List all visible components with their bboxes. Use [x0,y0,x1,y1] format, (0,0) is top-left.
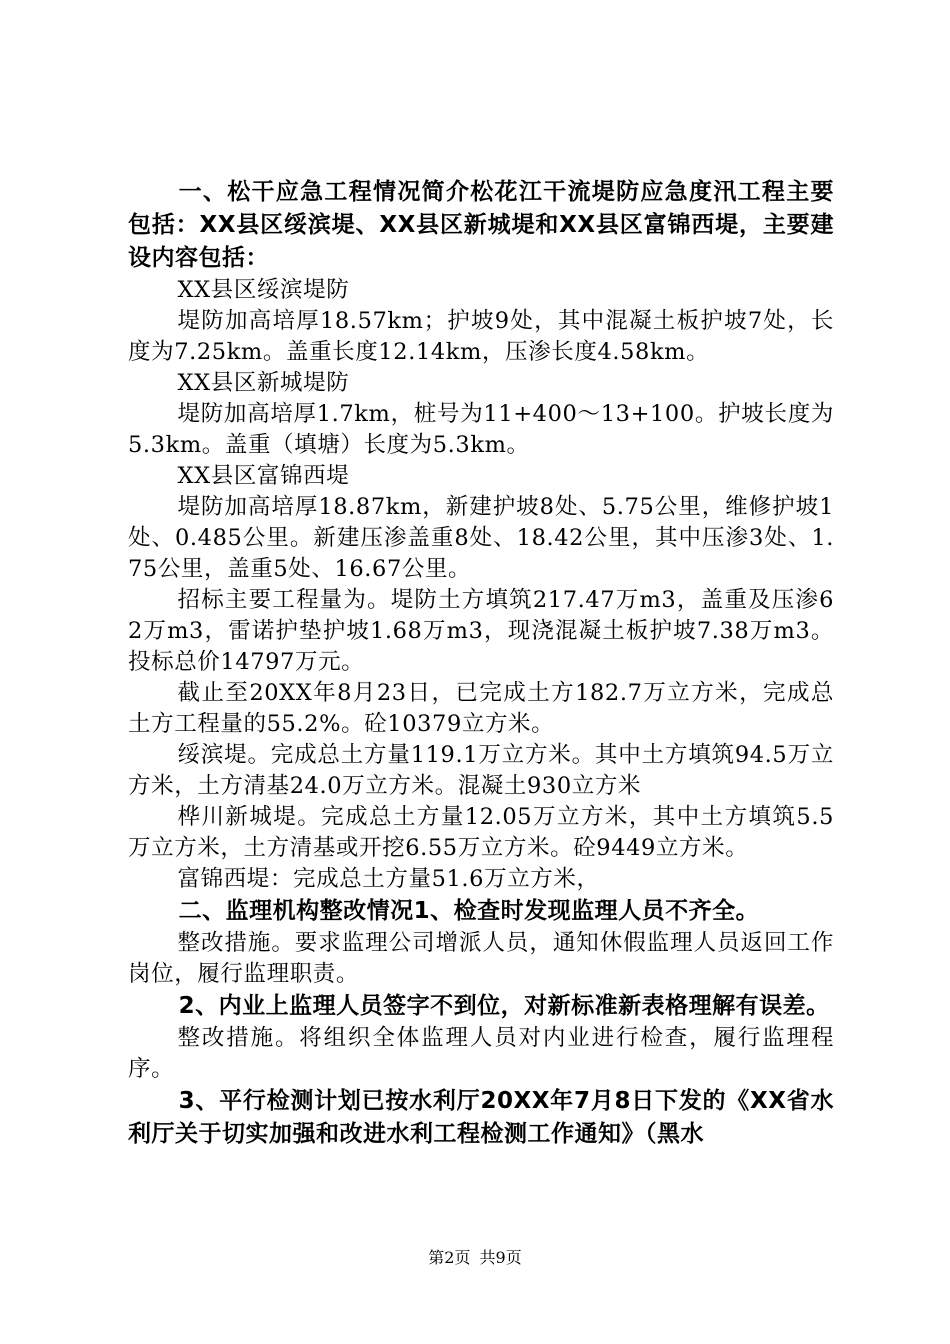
paragraph-huachuan-progress: 桦川新城堤。完成总土方量12.05万立方米，其中土方填筑5.5万立方米，土方清基或开挖6.55万立方米。砼9449立方米。 [128,804,834,861]
paragraph-bidding-quantities: 招标主要工程量为。堤防土方填筑217.47万m3，盖重及压渗62万m3，雷诺护垫护坡1.68万m3，现浇混凝土板护坡7.38万m3。投标总价14797万元。 [128,587,834,675]
page-total: 共9页 [479,1248,522,1267]
paragraph-measure-2: 整改措施。将组织全体监理人员对内业进行检查，履行监理程序。 [128,1025,834,1082]
issue-heading-2: 2、内业上监理人员签字不到位，对新标准新表格理解有误差。 [178,993,830,1019]
page-footer [0,1245,950,1268]
paragraph-fujin-progress: 富锦西堤：完成总土方量51.6万立方米， [177,866,600,892]
section-heading-1: 一、松干应急工程情况简介松花江干流堤防应急度汛工程主要包括：XX县区绥滨堤、XX县区新城堤和XX县区富锦西堤，主要建设内容包括： [128,179,834,271]
paragraph-suibin-progress: 绥滨堤。完成总土方量119.1万立方米。其中土方填筑94.5万立方米，土方清基24.0万立方米。混凝土930立方米 [128,742,834,799]
subheading-fujin: XX县区富锦西堤 [177,463,350,489]
page-number: 第2页 [428,1248,471,1267]
paragraph-fujin-details: 堤防加高培厚18.87km，新建护坡8处、5.75公里，维修护坡1处、0.485公里。新建压渗盖重8处、18.42公里，其中压渗3处、1.75公里，盖重5处、16.67公里。 [128,494,834,582]
document-body [128,176,834,1151]
subheading-suibin: XX县区绥滨堤防 [177,277,350,303]
issue-heading-3: 3、平行检测计划已按水利厅20XX年7月8日下发的《XX省水利厅关于切实加强和改进水利工程检测工作通知》（黑水 [128,1088,834,1147]
paragraph-progress: 截止至20XX年8月23日，已完成土方182.7万立方米，完成总土方工程量的55.2%。砼10379立方米。 [128,680,834,737]
paragraph-xincheng-details: 堤防加高培厚1.7km，桩号为11+400～13+100。护坡长度为5.3km。盖重（填塘）长度为5.3km。 [128,401,834,458]
section-heading-2: 二、监理机构整改情况1、检查时发现监理人员不齐全。 [178,898,760,924]
subheading-xincheng: XX县区新城堤防 [177,370,350,396]
paragraph-measure-1: 整改措施。要求监理公司增派人员，通知休假监理人员返回工作岗位，履行监理职责。 [128,930,834,987]
paragraph-suibin-details: 堤防加高培厚18.57km；护坡9处，其中混凝土板护坡7处，长度为7.25km。盖重长度12.14km，压渗长度4.58km。 [128,308,834,365]
